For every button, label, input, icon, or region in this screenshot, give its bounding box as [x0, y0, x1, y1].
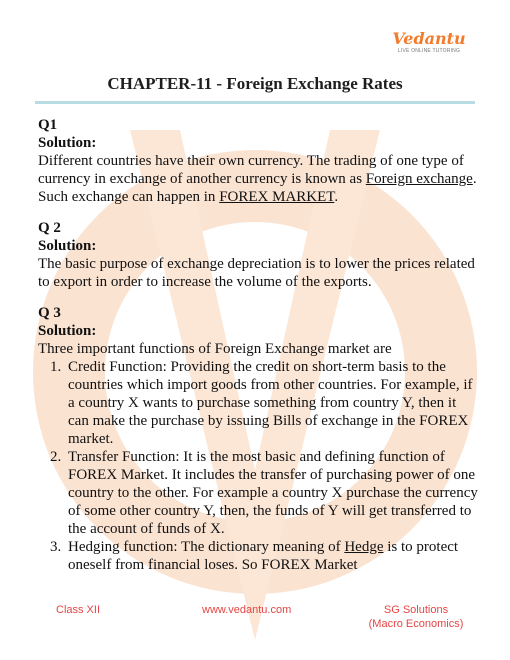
- list-item-text: Hedging function: The dictionary meaning of: [68, 539, 345, 555]
- logo-tagline: LIVE ONLINE TUTORING: [397, 48, 461, 54]
- list-item-number: 3.: [50, 539, 62, 555]
- list-item-number: 1.: [50, 359, 62, 375]
- q1-text-3: .: [334, 189, 339, 205]
- foreign-exchange-link[interactable]: Foreign exchange: [365, 171, 473, 187]
- forex-market-link[interactable]: FOREX MARKET: [219, 189, 335, 205]
- footer-solutions-line2: (Macro Economics): [368, 618, 464, 630]
- q3-solution-label: Solution:: [38, 323, 97, 339]
- vedantu-logo: [388, 30, 470, 55]
- footer-solutions-line1: SG Solutions: [383, 604, 449, 616]
- title-divider: [35, 101, 475, 104]
- document-body: [38, 116, 478, 574]
- q1-solution-label: Solution:: [38, 135, 97, 151]
- q1-answer: [38, 152, 478, 206]
- page-title: CHAPTER-11 - Foreign Exchange Rates: [107, 74, 403, 93]
- q2-answer: The basic purpose of exchange depreciation is to lower the prices related to export in order to increase the volume of the exports.: [38, 256, 475, 290]
- q3-heading: Q 3: [38, 305, 61, 321]
- logo-name: Vedantu: [392, 29, 466, 48]
- list-item-text: Credit Function: Providing the credit on short-term basis to the countries which import goods from other countries. For example, if a country X wants to purchase something from country Y, then it can make the purchase by issuing Bills of exchange in the FOREX market.: [68, 359, 473, 447]
- footer-website-link[interactable]: www.vedantu.com: [202, 604, 292, 616]
- list-item-text: Transfer Function: It is the most basic and defining function of FOREX Market. It includes the transfer of purchasing power of one country to the other. For example a country X purchase the currency of some other country Y, then, the funds of Y will get transferred to the account of funds of X.: [68, 449, 478, 537]
- footer-solutions: [360, 603, 472, 631]
- q1-text-2: . Such exchange can happen in: [38, 171, 477, 205]
- q3-intro: Three important functions of Foreign Exchange market are: [38, 341, 392, 357]
- footer-class: Class XII: [56, 604, 101, 616]
- q1-heading: Q1: [38, 117, 58, 133]
- list-item-text-end: is to protect oneself from financial loses. So FOREX Market: [68, 539, 459, 573]
- q2-solution-label: Solution:: [38, 238, 97, 254]
- list-item: [38, 358, 478, 448]
- q1-text-1: Different countries have their own currency. The trading of one type of currency in exchange of another currency is known as: [38, 153, 464, 187]
- list-item: [38, 538, 478, 574]
- q3-functions-list: [38, 358, 478, 574]
- hedge-term: Hedge: [344, 539, 384, 555]
- list-item: [38, 448, 478, 538]
- list-item-number: 2.: [50, 449, 62, 465]
- q2-heading: Q 2: [38, 220, 61, 236]
